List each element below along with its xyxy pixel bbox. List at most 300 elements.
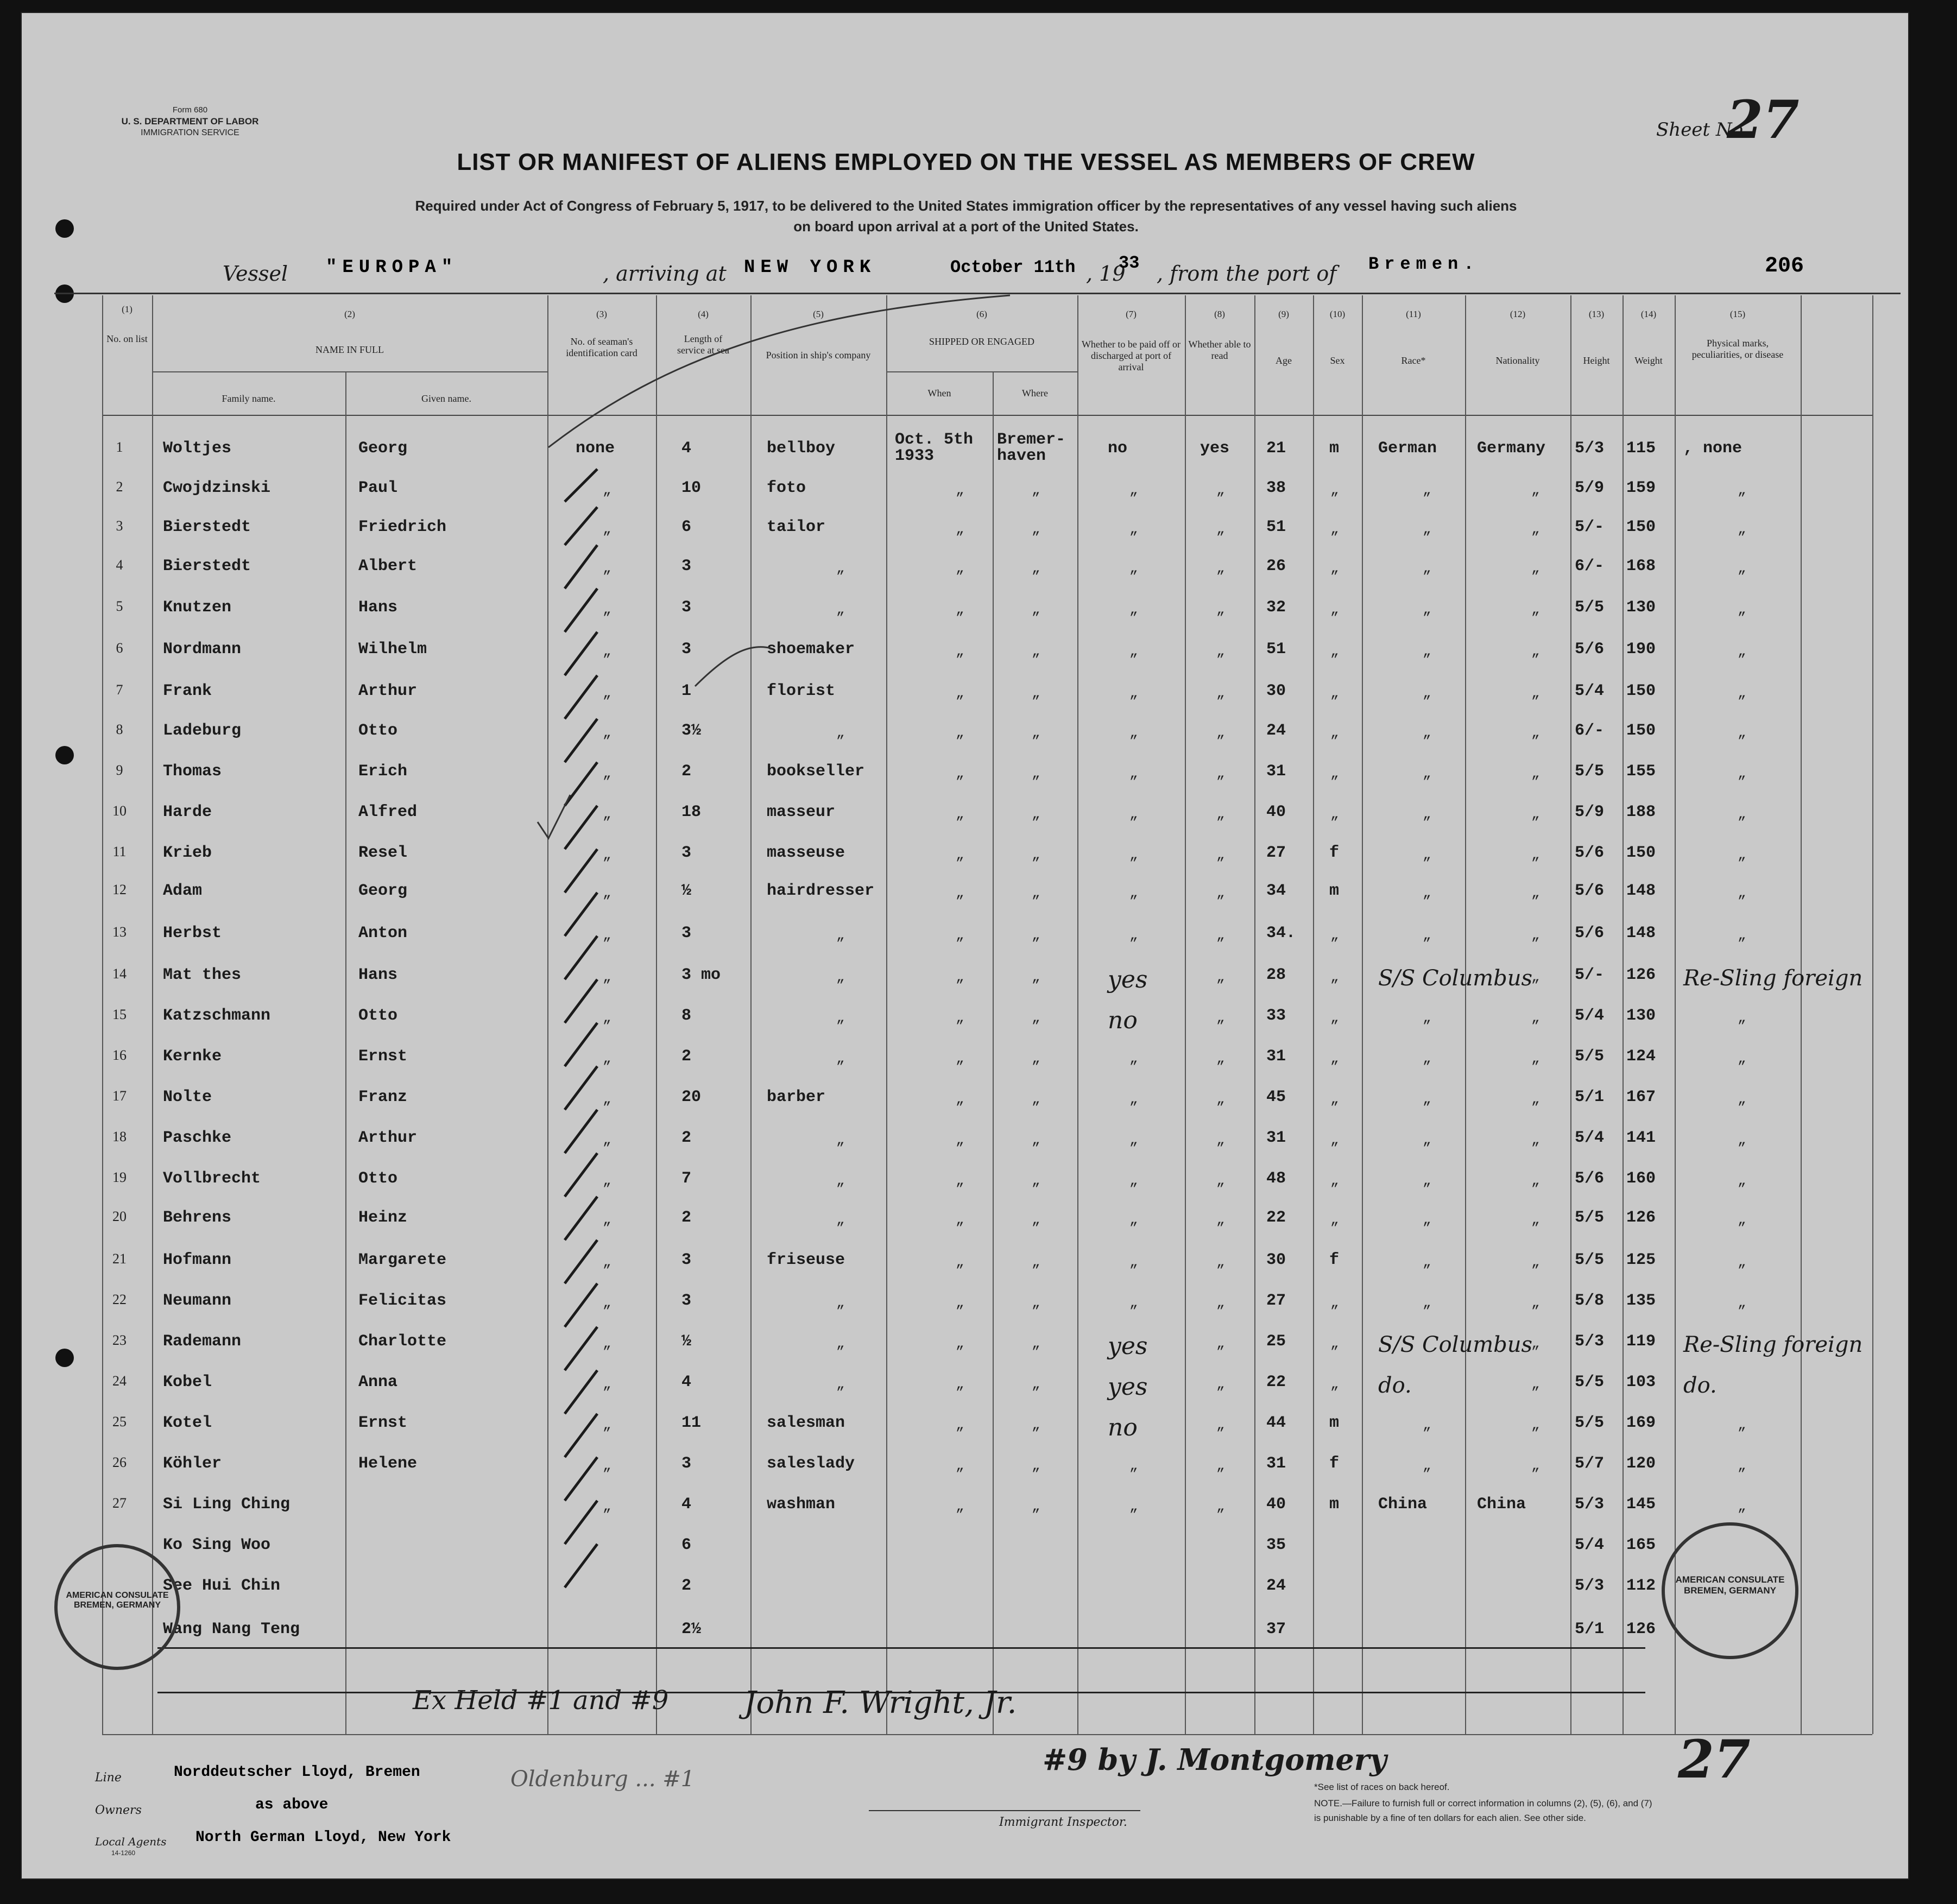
cell-age: 37 — [1266, 1620, 1286, 1639]
cell-position: washman — [767, 1495, 836, 1514]
page-title: LIST OR MANIFEST OF ALIENS EMPLOYED ON THE VESSEL AS MEMBERS OF CREW — [457, 149, 1475, 175]
cell-family: Bierstedt — [163, 518, 251, 536]
cell-family: Ladeburg — [163, 722, 242, 740]
cell-family: Kernke — [163, 1047, 222, 1066]
ditto-mark: „ — [1531, 560, 1540, 577]
cell-sex: m — [1329, 1495, 1340, 1514]
ditto-mark: „ — [603, 1458, 611, 1474]
ditto-mark: „ — [1032, 643, 1040, 660]
ditto-mark: „ — [1216, 927, 1225, 944]
cell-given: Arthur — [358, 682, 418, 700]
cell-weight: 145 — [1626, 1495, 1656, 1514]
ditto-mark: „ — [956, 725, 964, 741]
col-num: (6) — [976, 309, 987, 319]
ditto-mark: „ — [1129, 766, 1138, 782]
col-num: (2) — [344, 309, 355, 319]
ditto-mark: „ — [956, 1051, 964, 1067]
cell-height: 5/1 — [1575, 1088, 1605, 1106]
sheet-label: Sheet No. — [1656, 119, 1749, 141]
cell-age: 31 — [1266, 1047, 1286, 1066]
ditto-mark: „ — [1738, 1254, 1746, 1270]
ditto-mark: „ — [836, 1010, 845, 1026]
header-race: Race* — [1401, 355, 1426, 366]
punch-hole — [55, 1349, 74, 1367]
cell-no: 7 — [116, 682, 123, 698]
ditto-mark: „ — [1531, 885, 1540, 901]
cell-height: 5/4 — [1575, 682, 1605, 700]
ditto-mark: „ — [1032, 1051, 1040, 1067]
cell-no: 22 — [112, 1292, 127, 1307]
ditto-mark: „ — [1531, 521, 1540, 537]
cell-weight: 160 — [1626, 1169, 1656, 1188]
ditto-mark: „ — [1531, 1212, 1540, 1228]
cell-age: 27 — [1266, 1292, 1286, 1310]
ditto-mark: „ — [1531, 643, 1540, 660]
col-num: (5) — [813, 309, 824, 319]
ditto-mark: „ — [956, 1010, 964, 1026]
cell-paid: yes — [1108, 1332, 1148, 1360]
ditto-mark: „ — [603, 1498, 611, 1515]
ditto-mark: „ — [1129, 927, 1138, 944]
ditto-mark: „ — [1129, 1458, 1138, 1474]
cell-weight: 119 — [1626, 1332, 1656, 1351]
ditto-mark: „ — [1423, 602, 1431, 618]
ditto-mark: „ — [1129, 885, 1138, 901]
cell-weight: 112 — [1626, 1577, 1656, 1595]
ditto-mark: „ — [956, 1376, 964, 1393]
ditto-mark: „ — [603, 643, 611, 660]
ditto-mark: „ — [1738, 521, 1746, 537]
ditto-mark: „ — [1531, 482, 1540, 498]
cell-no: 13 — [112, 924, 127, 940]
header-able-read: Whether able to read — [1188, 339, 1251, 361]
cell-length: 3 — [681, 1251, 692, 1269]
ditto-mark: „ — [603, 806, 611, 823]
cell-length: 2 — [681, 1209, 692, 1227]
cell-weight: 126 — [1626, 966, 1656, 984]
cell-no: 3 — [116, 518, 123, 534]
cell-height: 5/5 — [1575, 1373, 1605, 1391]
cell-age: 51 — [1266, 518, 1286, 536]
ditto-mark: „ — [1423, 1091, 1431, 1108]
cell-length: 4 — [681, 1373, 692, 1391]
cell-no: 8 — [116, 722, 123, 737]
cell-family: Thomas — [163, 762, 222, 781]
cell-position: salesman — [767, 1414, 845, 1432]
ditto-mark: „ — [956, 1336, 964, 1352]
cell-marks: do. — [1683, 1373, 1717, 1398]
cell-marks: , none — [1683, 439, 1743, 458]
cell-age: 28 — [1266, 966, 1286, 984]
ditto-mark: „ — [603, 1295, 611, 1311]
cell-length: 1 — [681, 682, 692, 700]
ditto-mark: „ — [1738, 1417, 1746, 1433]
ditto-mark: „ — [603, 969, 611, 985]
ditto-mark: „ — [1216, 885, 1225, 901]
cell-no: 26 — [112, 1454, 127, 1470]
ditto-mark: „ — [1032, 521, 1040, 537]
cell-length: 3 — [681, 640, 692, 659]
ditto-mark: „ — [1738, 560, 1746, 577]
cell-height: 5/4 — [1575, 1129, 1605, 1147]
ditto-mark: „ — [1032, 927, 1040, 944]
cell-no: 17 — [112, 1088, 127, 1104]
cell-length: ½ — [681, 882, 692, 900]
arriving-label: , arriving at — [603, 262, 727, 286]
cell-weight: 165 — [1626, 1536, 1656, 1554]
cell-weight: 141 — [1626, 1129, 1656, 1147]
bottom-sheet-number: 27 — [1678, 1729, 1751, 1790]
ditto-mark: „ — [1216, 602, 1225, 618]
ditto-mark: „ — [1531, 969, 1540, 985]
ditto-mark: „ — [836, 560, 845, 577]
ditto-mark: „ — [603, 847, 611, 863]
ditto-mark: „ — [1423, 1212, 1431, 1228]
cell-no: 20 — [112, 1209, 127, 1224]
ditto-mark: „ — [1531, 806, 1540, 823]
cell-no: 21 — [112, 1251, 127, 1267]
ditto-mark: „ — [1423, 1132, 1431, 1148]
cell-given: Georg — [358, 439, 408, 458]
cell-given: Otto — [358, 1169, 398, 1188]
cell-position: masseuse — [767, 844, 845, 862]
cell-length: 2½ — [681, 1620, 702, 1639]
ditto-mark: „ — [956, 643, 964, 660]
ditto-mark: „ — [1330, 927, 1339, 944]
cell-length: 3½ — [681, 722, 702, 740]
ditto-mark: „ — [1423, 1010, 1431, 1026]
cell-position: tailor — [767, 518, 826, 536]
ditto-mark: „ — [1423, 1458, 1431, 1474]
cell-age: 31 — [1266, 1129, 1286, 1147]
ditto-mark: „ — [1330, 766, 1339, 782]
vessel-name: "EUROPA" — [326, 257, 458, 278]
cell-given: Alfred — [358, 803, 418, 821]
ditto-mark: „ — [1129, 806, 1138, 823]
cell-weight: 150 — [1626, 844, 1656, 862]
cell-no: 25 — [112, 1414, 127, 1429]
cell-length: 10 — [681, 479, 702, 497]
ditto-mark: „ — [1738, 927, 1746, 944]
cell-length: 4 — [681, 1495, 692, 1514]
ditto-mark: „ — [1330, 1051, 1339, 1067]
cell-race: S/S Columbus — [1378, 966, 1533, 991]
cell-given: Margarete — [358, 1251, 447, 1269]
cell-paid: no — [1108, 439, 1128, 458]
cell-length: 2 — [681, 1577, 692, 1595]
ditto-mark: „ — [956, 806, 964, 823]
cell-no: 6 — [116, 640, 123, 656]
name-subrule — [152, 371, 547, 372]
cell-age: 31 — [1266, 1454, 1286, 1473]
cell-weight: 130 — [1626, 1007, 1656, 1025]
agents-form: 14-1260 — [111, 1849, 136, 1857]
cell-no: 11 — [112, 844, 127, 859]
ditto-mark: „ — [1032, 1173, 1040, 1189]
signature: John F. Wright, Jr. — [744, 1685, 1017, 1720]
cell-weight: 124 — [1626, 1047, 1656, 1066]
cell-age: 31 — [1266, 762, 1286, 781]
ditto-mark: „ — [1216, 725, 1225, 741]
cell-paid: no — [1108, 1007, 1138, 1034]
header-given: Given name. — [421, 393, 471, 404]
cell-length: 11 — [681, 1414, 702, 1432]
ditto-mark: „ — [1330, 685, 1339, 701]
ditto-mark: „ — [1330, 482, 1339, 498]
ditto-mark: „ — [603, 1376, 611, 1393]
cell-race: German — [1378, 439, 1437, 458]
cell-height: 5/3 — [1575, 439, 1605, 458]
col-line — [152, 295, 153, 1734]
col-line — [1254, 295, 1255, 1734]
ditto-mark: „ — [1330, 602, 1339, 618]
ditto-mark: „ — [1216, 969, 1225, 985]
ditto-mark: „ — [1032, 969, 1040, 985]
cell-given: Resel — [358, 844, 408, 862]
cell-no: 19 — [112, 1169, 127, 1185]
ditto-mark: „ — [1129, 1498, 1138, 1515]
cell-length: 4 — [681, 439, 692, 458]
col-line — [1570, 295, 1571, 1734]
ditto-mark: „ — [1738, 643, 1746, 660]
line-value: Norddeutscher Lloyd, Bremen — [174, 1764, 420, 1781]
header-physical: Physical marks, peculiarities, or disease — [1691, 338, 1784, 360]
cell-family: Rademann — [163, 1332, 242, 1351]
cell-height: 5/8 — [1575, 1292, 1605, 1310]
ditto-mark: „ — [603, 521, 611, 537]
col-num: (4) — [698, 309, 709, 319]
ditto-mark: „ — [1216, 1417, 1225, 1433]
agents-label: Local Agents — [95, 1835, 167, 1848]
cell-position: masseur — [767, 803, 836, 821]
cell-weight: 120 — [1626, 1454, 1656, 1473]
cell-weight: 115 — [1626, 439, 1656, 458]
cell-family: Adam — [163, 882, 203, 900]
col-num: (12) — [1510, 309, 1526, 319]
ditto-mark: „ — [603, 1173, 611, 1189]
cell-family: Mat thes — [163, 966, 242, 984]
ditto-mark: „ — [1129, 560, 1138, 577]
ditto-mark: „ — [1423, 643, 1431, 660]
ditto-mark: „ — [1531, 685, 1540, 701]
ditto-mark: „ — [1129, 685, 1138, 701]
cell-height: 5/3 — [1575, 1577, 1605, 1595]
ditto-mark: „ — [1423, 521, 1431, 537]
cell-no: 9 — [116, 762, 123, 778]
ditto-mark: „ — [1216, 1295, 1225, 1311]
owners-value: as above — [255, 1797, 329, 1813]
cell-position: florist — [767, 682, 836, 700]
ditto-mark: „ — [603, 1212, 611, 1228]
cell-weight: 126 — [1626, 1209, 1656, 1227]
cell-height: 5/1 — [1575, 1620, 1605, 1639]
col-num: (15) — [1729, 309, 1746, 319]
cell-position: barber — [767, 1088, 826, 1106]
cell-length: 3 mo — [681, 966, 721, 984]
ditto-mark: „ — [1032, 847, 1040, 863]
cell-age: 22 — [1266, 1209, 1286, 1227]
consulate-stamp-right: AMERICAN CONSULATE BREMEN, GERMANY — [1662, 1522, 1798, 1659]
col-num: (7) — [1126, 309, 1137, 319]
header-no-on-list: No. on list — [106, 333, 148, 344]
ditto-mark: „ — [956, 1212, 964, 1228]
cell-no: 16 — [112, 1047, 127, 1063]
pencil-marks — [532, 274, 1021, 871]
penalty-note-1: NOTE.—Failure to furnish full or correct information in columns (2), (5), (6), and (7) — [1314, 1798, 1652, 1808]
cell-given: Paul — [358, 479, 398, 497]
cell-height: 5/4 — [1575, 1007, 1605, 1025]
col-num: (1) — [122, 304, 132, 314]
cell-length: 20 — [681, 1088, 702, 1106]
ditto-mark: „ — [1216, 847, 1225, 863]
ditto-mark: „ — [1738, 1498, 1746, 1515]
ditto-mark: „ — [1531, 1132, 1540, 1148]
cell-sex: f — [1329, 844, 1340, 862]
col-line — [1872, 295, 1873, 1734]
ditto-mark: „ — [956, 969, 964, 985]
cell-age: 40 — [1266, 1495, 1286, 1514]
ditto-mark: „ — [1423, 927, 1431, 944]
vessel-label: Vessel — [223, 262, 288, 286]
cell-length: 3 — [681, 1454, 692, 1473]
cell-no: 4 — [116, 557, 123, 573]
page-ref: 206 — [1765, 254, 1804, 279]
ditto-mark: „ — [1129, 1295, 1138, 1311]
ditto-mark: „ — [836, 725, 845, 741]
cell-age: 22 — [1266, 1373, 1286, 1391]
cell-no: 5 — [116, 598, 123, 614]
ditto-mark: „ — [1738, 1458, 1746, 1474]
cell-family: Behrens — [163, 1209, 232, 1227]
races-note: *See list of races on back hereof. — [1314, 1782, 1450, 1792]
cell-height: 5/6 — [1575, 924, 1605, 942]
cell-no: 1 — [116, 439, 123, 455]
header-weight: Weight — [1634, 355, 1663, 366]
ditto-mark: „ — [1129, 1173, 1138, 1189]
ditto-mark: „ — [1531, 766, 1540, 782]
header-position: Position in ship's company — [766, 350, 871, 360]
ditto-mark: „ — [1216, 766, 1225, 782]
cell-no: 24 — [112, 1373, 127, 1389]
cell-given: Anton — [358, 924, 408, 942]
ditto-mark: „ — [836, 1376, 845, 1393]
ditto-mark: „ — [1216, 806, 1225, 823]
header-shipped: SHIPPED OR ENGAGED — [929, 336, 1034, 347]
cell-age: 30 — [1266, 1251, 1286, 1269]
ditto-mark: „ — [1330, 725, 1339, 741]
ditto-mark: „ — [1216, 1051, 1225, 1067]
cell-given: Franz — [358, 1088, 408, 1106]
cell-family: Wang Nang Teng — [163, 1620, 300, 1639]
ditto-mark: „ — [1423, 766, 1431, 782]
cell-given: Georg — [358, 882, 408, 900]
ditto-mark: „ — [1423, 560, 1431, 577]
cell-length: 8 — [681, 1007, 692, 1025]
ditto-mark: „ — [956, 1498, 964, 1515]
ditto-mark: „ — [1531, 1051, 1540, 1067]
cell-no: 2 — [116, 479, 123, 495]
cell-given: Charlotte — [358, 1332, 447, 1351]
cell-length: 2 — [681, 762, 692, 781]
ditto-mark: „ — [1738, 685, 1746, 701]
cell-height: 5/3 — [1575, 1495, 1605, 1514]
ditto-mark: „ — [1216, 560, 1225, 577]
from-label: , from the port of — [1157, 262, 1337, 286]
ditto-mark: „ — [1330, 1336, 1339, 1352]
ditto-mark: „ — [1330, 521, 1339, 537]
cell-length: 2 — [681, 1047, 692, 1066]
cell-family: Kobel — [163, 1373, 212, 1391]
ditto-mark: „ — [603, 885, 611, 901]
cell-height: 5/3 — [1575, 1332, 1605, 1351]
cell-height: 5/5 — [1575, 1209, 1605, 1227]
ditto-mark: „ — [1738, 847, 1746, 863]
cell-race: S/S Columbus — [1378, 1332, 1533, 1357]
ditto-mark: „ — [603, 560, 611, 577]
cell-family: See Hui Chin — [163, 1577, 281, 1595]
inspector-rule — [869, 1810, 1140, 1811]
cell-height: 5/9 — [1575, 803, 1605, 821]
ditto-mark: „ — [1129, 1051, 1138, 1067]
cell-length: 3 — [681, 924, 692, 942]
ditto-mark: „ — [603, 1417, 611, 1433]
col-line — [1362, 295, 1363, 1734]
ditto-mark: „ — [836, 1173, 845, 1189]
ditto-mark: „ — [1330, 1010, 1339, 1026]
cell-age: 45 — [1266, 1088, 1286, 1106]
cell-given: Helene — [358, 1454, 418, 1473]
ditto-mark: „ — [1531, 1336, 1540, 1352]
ditto-mark: „ — [1032, 1417, 1040, 1433]
cell-family: Si Ling Ching — [163, 1495, 291, 1514]
cell-length: 2 — [681, 1129, 692, 1147]
ditto-mark: „ — [1216, 1212, 1225, 1228]
ditto-mark: „ — [1738, 602, 1746, 618]
ditto-mark: „ — [1330, 1295, 1339, 1311]
subtitle-line-1: Required under Act of Congress of February 5, 1917, to be delivered to the United States immigration officer by the representatives of any vessel having such aliens — [415, 198, 1517, 214]
ditto-mark: „ — [1216, 1498, 1225, 1515]
ditto-mark: „ — [1531, 602, 1540, 618]
header-sex: Sex — [1330, 355, 1345, 366]
cell-nationality: China — [1477, 1495, 1526, 1514]
cell-no: 10 — [112, 803, 127, 819]
cell-weight: 125 — [1626, 1251, 1656, 1269]
cell-height: 5/5 — [1575, 1251, 1605, 1269]
ditto-mark: „ — [1423, 1173, 1431, 1189]
ditto-mark: „ — [1531, 1376, 1540, 1393]
col-line — [1675, 295, 1676, 1734]
from-port: Bremen. — [1368, 254, 1480, 274]
ditto-mark: „ — [1738, 1173, 1746, 1189]
cell-age: 27 — [1266, 844, 1286, 862]
cell-given: Wilhelm — [358, 640, 427, 659]
cell-family: Nolte — [163, 1088, 212, 1106]
cell-age: 35 — [1266, 1536, 1286, 1554]
ditto-mark: „ — [1129, 1132, 1138, 1148]
ditto-mark: „ — [603, 1132, 611, 1148]
cell-age: 38 — [1266, 479, 1286, 497]
col-line — [1185, 295, 1186, 1734]
cell-height: 6/- — [1575, 557, 1605, 575]
ditto-mark: „ — [1330, 1212, 1339, 1228]
cell-family: Woltjes — [163, 439, 232, 458]
cell-height: 5/9 — [1575, 479, 1605, 497]
ditto-mark: „ — [1216, 521, 1225, 537]
cell-height: 5/5 — [1575, 598, 1605, 617]
col-num: (14) — [1640, 309, 1657, 319]
cell-given: Heinz — [358, 1209, 408, 1227]
ditto-mark: „ — [1423, 725, 1431, 741]
